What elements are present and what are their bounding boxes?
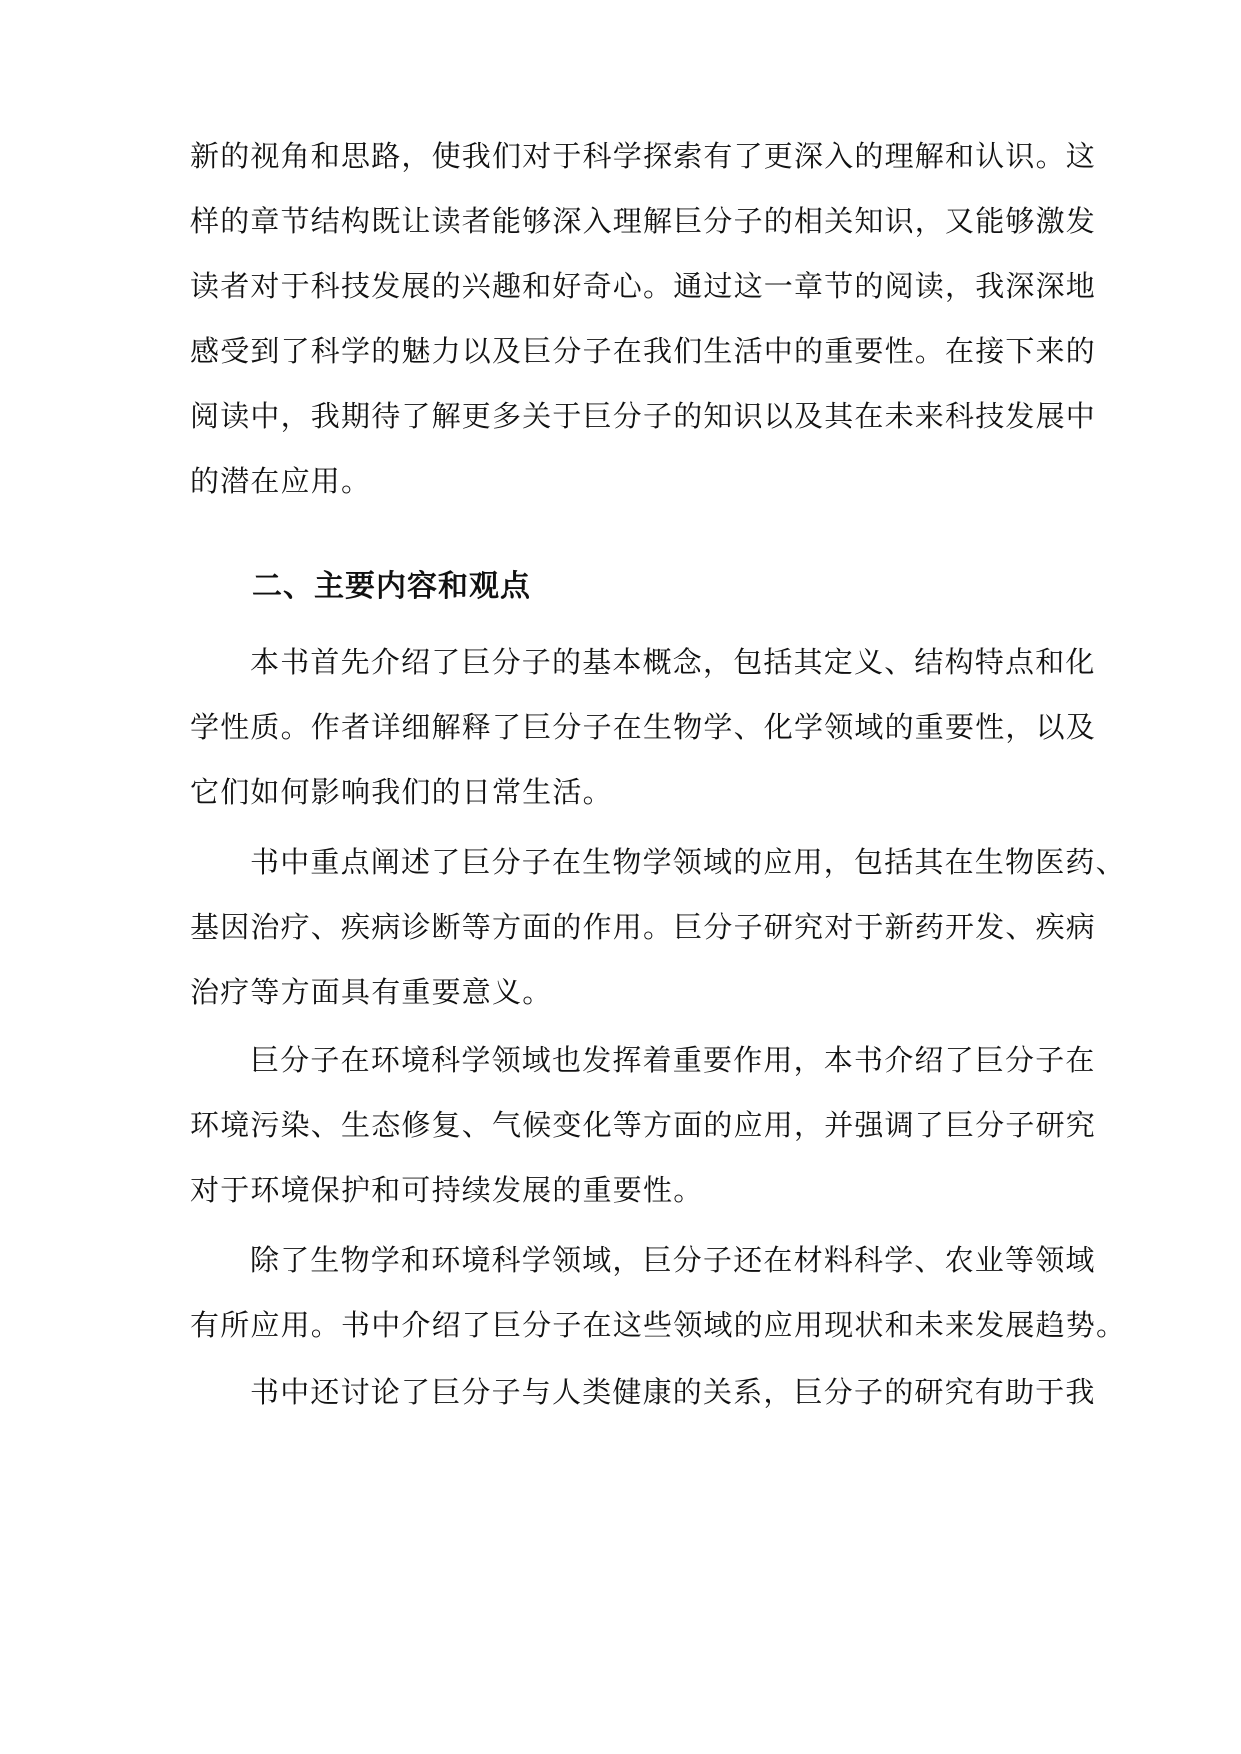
- intro-line: 新的视角和思路，使我们对于科学探索有了更深入的理解和认识。这: [190, 139, 1097, 173]
- intro-line: 阅读中，我期待了解更多关于巨分子的知识以及其在未来科技发展中: [190, 399, 1097, 433]
- intro-line: 感受到了科学的魅力以及巨分子在我们生活中的重要性。在接下来的: [190, 334, 1097, 368]
- paragraph-line: 书中还讨论了巨分子与人类健康的关系，巨分子的研究有助于我: [250, 1375, 1096, 1409]
- paragraph-line: 环境污染、生态修复、气候变化等方面的应用，并强调了巨分子研究: [190, 1108, 1097, 1142]
- paragraph-line: 书中重点阐述了巨分子在生物学领域的应用，包括其在生物医药、: [250, 845, 1126, 879]
- paragraph-line: 巨分子在环境科学领域也发挥着重要作用，本书介绍了巨分子在: [250, 1043, 1096, 1077]
- intro-line: 样的章节结构既让读者能够深入理解巨分子的相关知识，又能够激发: [190, 204, 1097, 238]
- paragraph-line: 治疗等方面具有重要意义。: [190, 975, 553, 1009]
- paragraph-line: 有所应用。书中介绍了巨分子在这些领域的应用现状和未来发展趋势。: [190, 1308, 1127, 1342]
- paragraph-line: 对于环境保护和可持续发展的重要性。: [190, 1173, 704, 1207]
- intro-line: 读者对于科技发展的兴趣和好奇心。通过这一章节的阅读，我深深地: [190, 269, 1097, 303]
- paragraph-line: 它们如何影响我们的日常生活。: [190, 775, 613, 809]
- paragraph-line: 学性质。作者详细解释了巨分子在生物学、化学领域的重要性，以及: [190, 710, 1097, 744]
- section-heading: 二、主要内容和观点: [252, 569, 531, 604]
- paragraph-line: 除了生物学和环境科学领域，巨分子还在材料科学、农业等领域: [250, 1243, 1096, 1277]
- intro-line: 的潜在应用。: [190, 464, 372, 498]
- paragraph-line: 本书首先介绍了巨分子的基本概念，包括其定义、结构特点和化: [250, 645, 1096, 679]
- paragraph-line: 基因治疗、疾病诊断等方面的作用。巨分子研究对于新药开发、疾病: [190, 910, 1097, 944]
